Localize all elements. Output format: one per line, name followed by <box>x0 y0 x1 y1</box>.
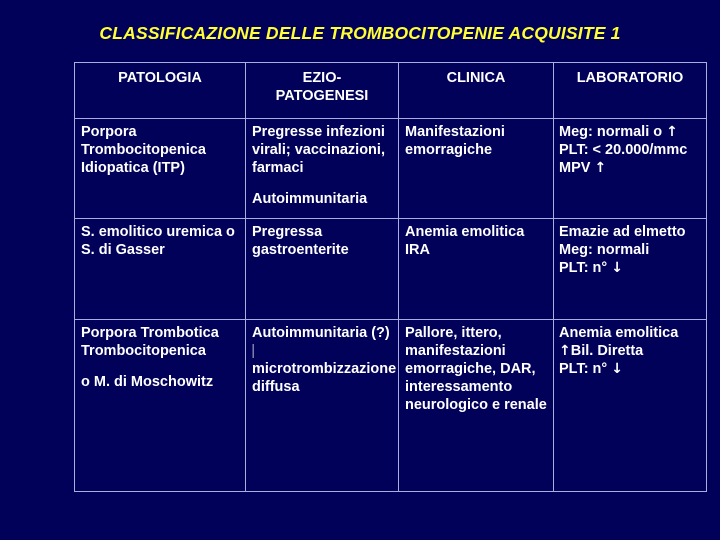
row3-cell-clinica <box>399 319 554 491</box>
row2-clinica-text <box>399 219 553 260</box>
column-header-clinica <box>399 63 554 119</box>
row3-clinica-text: Pallore, ittero, manifestazioni emorragiche, DAR, interessamento neurologico e renale <box>405 324 547 413</box>
row1-laboratorio-line1-label: Meg: normali o <box>559 124 667 140</box>
row2-cell-laboratorio <box>554 219 707 319</box>
column-header-clinica-label: CLINICA <box>446 70 506 86</box>
row1-laboratorio-line1 <box>559 124 706 142</box>
row3-laboratorio-line2 <box>559 343 706 361</box>
row2-laboratorio-line1: Emazie ad elmetto <box>559 224 686 241</box>
row2-cell-clinica <box>399 219 554 319</box>
table-row <box>75 319 707 491</box>
row2-eziopatogenesi-text: Pregressa gastroenterite <box>252 224 349 259</box>
row3-laboratorio-line3-label: PLT: n° <box>559 360 612 377</box>
row3-laboratorio-line2-label: Bil. Diretta <box>570 342 644 359</box>
row1-laboratorio-line3 <box>559 160 706 178</box>
arrow-up-icon: ↑ <box>559 342 571 359</box>
row2-patologia-line1: S. emolitico uremica o <box>81 224 235 241</box>
row1-cell-eziopatogenesi <box>246 119 399 219</box>
row1-eziopatogenesi-line1: Pregresse infezioni virali; vaccinazioni, farmaci <box>252 124 385 176</box>
row1-cell-patologia <box>75 119 246 219</box>
row3-cell-laboratorio <box>554 319 707 491</box>
row3-cell-eziopatogenesi <box>246 319 399 491</box>
column-header-eziopatogenesi-line2: PATOGENESI <box>275 87 369 104</box>
row3-eziopatogenesi-line1: Autoimmunitaria (?) <box>252 324 390 341</box>
row3-eziopatogenesi-line2 <box>252 343 398 397</box>
arrow-down-icon: ↓ <box>611 360 623 377</box>
row3-patologia-text <box>75 320 245 392</box>
row3-laboratorio-line1: Anemia emolitica <box>559 324 679 341</box>
column-header-laboratorio-label: LABORATORIO <box>576 70 684 86</box>
arrow-placeholder-icon: | <box>252 342 255 359</box>
row1-clinica-text: Manifestazioni emorragiche <box>405 124 505 158</box>
row1-cell-laboratorio <box>554 119 707 219</box>
row3-laboratorio-line3 <box>559 361 706 379</box>
row2-cell-patologia <box>75 219 246 319</box>
row3-cell-patologia <box>75 319 246 491</box>
row1-eziopatogenesi-line2: Autoimmunitaria <box>252 190 368 207</box>
row3-patologia-line1: Porpora Trombotica Trombocitopenica <box>81 324 219 359</box>
row2-patologia-line2: S. di Gasser <box>81 242 165 259</box>
row1-laboratorio-line2: PLT: < 20.000/mmc <box>559 141 688 158</box>
row2-laboratorio-text <box>554 219 706 278</box>
row2-laboratorio-line3-label: PLT: n° <box>559 260 612 277</box>
table-row <box>75 119 707 219</box>
arrow-up-icon: ↑ <box>666 124 678 140</box>
column-header-patologia-label: PATOLOGIA <box>118 70 202 86</box>
table-row <box>75 219 707 319</box>
column-header-eziopatogenesi-label <box>246 63 398 105</box>
row2-clinica-line2: IRA <box>405 242 430 259</box>
arrow-down-icon: ↓ <box>611 260 623 277</box>
row1-patologia-text: Porpora Trombocitopenica Idiopatica (ITP) <box>81 124 206 176</box>
table-header-row <box>75 63 707 119</box>
row2-laboratorio-line2: Meg: normali <box>559 242 650 259</box>
row2-laboratorio-line3 <box>559 260 706 278</box>
row1-laboratorio-text <box>554 119 706 178</box>
row2-patologia-text <box>75 219 245 260</box>
row2-clinica-line1: Anemia emolitica <box>405 224 525 241</box>
classification-table <box>74 62 707 492</box>
row3-eziopatogenesi-text <box>246 320 398 397</box>
row3-patologia-line2: o M. di Moschowitz <box>81 373 214 390</box>
arrow-up-icon: ↑ <box>594 159 607 176</box>
column-header-laboratorio <box>554 63 707 119</box>
row1-laboratorio-line3-label: MPV <box>559 159 595 176</box>
page-title: CLASSIFICAZIONE DELLE TROMBOCITOPENIE ACQUISITE 1 <box>99 23 621 43</box>
row3-eziopatogenesi-line2-label: microtrombizzazione diffusa <box>252 360 397 395</box>
row1-cell-clinica <box>399 119 554 219</box>
row2-cell-eziopatogenesi <box>246 219 399 319</box>
row3-laboratorio-text <box>554 320 706 379</box>
column-header-eziopatogenesi-line1: EZIO- <box>302 70 342 86</box>
row1-eziopatogenesi-text <box>246 119 398 209</box>
column-header-patologia <box>75 63 246 119</box>
column-header-eziopatogenesi <box>246 63 399 119</box>
classification-table-container <box>74 62 706 492</box>
